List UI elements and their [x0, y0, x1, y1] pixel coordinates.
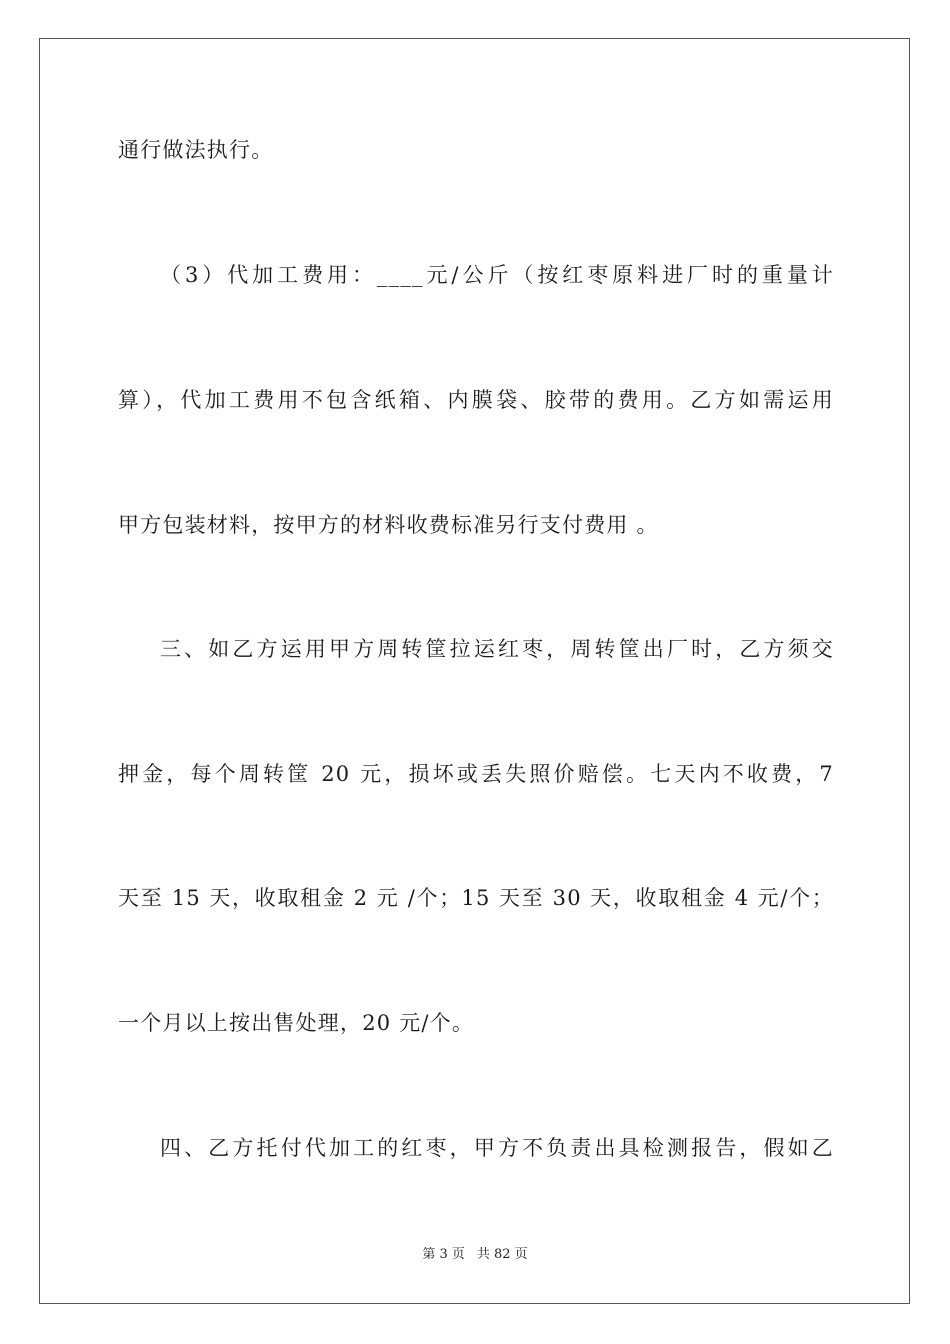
page-total: 共 82 页: [476, 1247, 528, 1262]
page-number: 第 3 页: [422, 1247, 465, 1262]
body-line-6: 押金，每个周转筐 20 元，损坏或丢失照价赔偿。七天内不收费，7: [118, 762, 834, 786]
body-line-1: 通行做法执行。: [118, 138, 274, 162]
page-frame: [39, 38, 910, 1304]
body-line-9: 四、乙方托付代加工的红枣，甲方不负责出具检测报告，假如乙: [160, 1136, 834, 1160]
body-line-4: 甲方包装材料，按甲方的材料收费标准另行支付费用 。: [118, 513, 659, 537]
body-line-3: 算），代加工费用不包含纸箱、内膜袋、胶带的费用。乙方如需运用: [118, 388, 834, 412]
page-footer: [0, 1246, 950, 1264]
body-line-8: 一个月以上按出售处理，20 元/个。: [118, 1011, 475, 1035]
body-line-5: 三、如乙方运用甲方周转筐拉运红枣，周转筐出厂时，乙方须交: [160, 637, 834, 661]
body-line-7: 天至 15 天，收取租金 2 元 /个；15 天至 30 天，收取租金 4 元/个；: [118, 886, 834, 910]
body-line-2: （3）代加工费用：____元/公斤（按红枣原料进厂时的重量计: [160, 263, 834, 287]
